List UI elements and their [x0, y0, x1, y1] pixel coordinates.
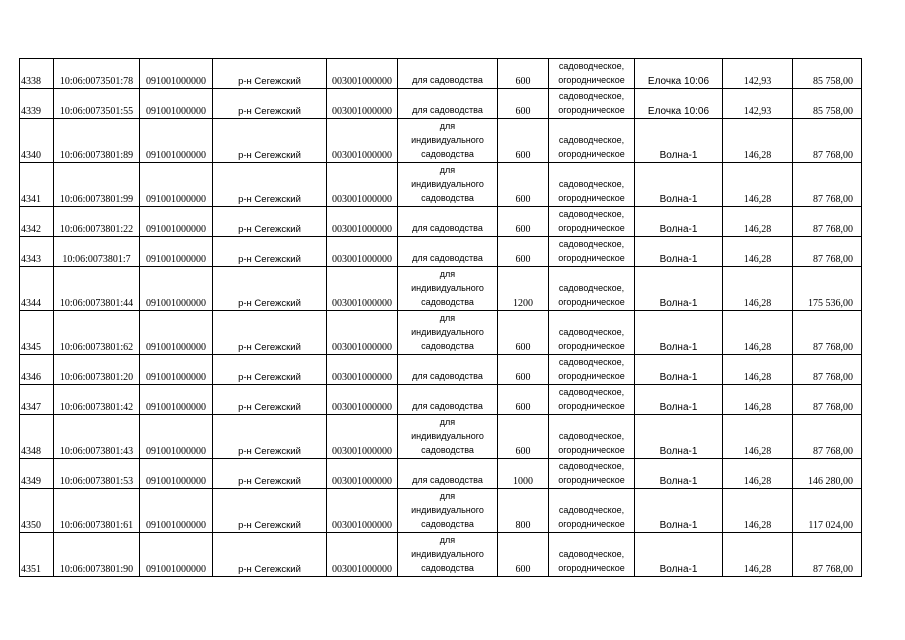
specific-value-cell: 146,28	[723, 355, 793, 385]
district-name-cell: р-н Сегежский	[213, 267, 327, 311]
land-category-cell: садоводческое, огородническое	[549, 163, 635, 207]
plot-area-cell: 800	[498, 489, 549, 533]
okato-code-cell: 091001000000	[140, 489, 213, 533]
permitted-use-cell: для садоводства	[398, 59, 498, 89]
land-category-cell: садоводческое, огородническое	[549, 533, 635, 577]
cadastral-number-cell: 10:06:0073801:43	[54, 415, 140, 459]
plot-area-cell: 600	[498, 355, 549, 385]
district-name-cell: р-н Сегежский	[213, 89, 327, 119]
row-number-cell: 4344	[20, 267, 54, 311]
row-number-cell: 4341	[20, 163, 54, 207]
district-name-cell: р-н Сегежский	[213, 355, 327, 385]
location-name-cell: Елочка 10:06	[635, 59, 723, 89]
table-row	[20, 459, 862, 489]
cadastral-value-cell: 85 758,00	[793, 89, 862, 119]
district-name-cell: р-н Сегежский	[213, 311, 327, 355]
district-name-cell: р-н Сегежский	[213, 459, 327, 489]
classifier-code-cell: 003001000000	[327, 533, 398, 577]
land-category-cell: садоводческое, огородническое	[549, 119, 635, 163]
plot-area-cell: 600	[498, 89, 549, 119]
table-row	[20, 385, 862, 415]
specific-value-cell: 142,93	[723, 59, 793, 89]
location-name-cell: Волна-1	[635, 415, 723, 459]
okato-code-cell: 091001000000	[140, 119, 213, 163]
location-name-cell: Волна-1	[635, 207, 723, 237]
cadastral-number-cell: 10:06:0073801:62	[54, 311, 140, 355]
row-number-cell: 4346	[20, 355, 54, 385]
specific-value-cell: 146,28	[723, 267, 793, 311]
specific-value-cell: 146,28	[723, 207, 793, 237]
okato-code-cell: 091001000000	[140, 163, 213, 207]
okato-code-cell: 091001000000	[140, 207, 213, 237]
okato-code-cell: 091001000000	[140, 385, 213, 415]
location-name-cell: Волна-1	[635, 489, 723, 533]
permitted-use-cell: для индивидуального садоводства	[398, 533, 498, 577]
okato-code-cell: 091001000000	[140, 415, 213, 459]
location-name-cell: Волна-1	[635, 267, 723, 311]
classifier-code-cell: 003001000000	[327, 267, 398, 311]
plot-area-cell: 600	[498, 163, 549, 207]
classifier-code-cell: 003001000000	[327, 355, 398, 385]
permitted-use-cell: для индивидуального садоводства	[398, 119, 498, 163]
location-name-cell: Волна-1	[635, 385, 723, 415]
location-name-cell: Волна-1	[635, 237, 723, 267]
permitted-use-cell: для индивидуального садоводства	[398, 489, 498, 533]
okato-code-cell: 091001000000	[140, 459, 213, 489]
table-row	[20, 267, 862, 311]
row-number-cell: 4348	[20, 415, 54, 459]
location-name-cell: Волна-1	[635, 355, 723, 385]
location-name-cell: Елочка 10:06	[635, 89, 723, 119]
district-name-cell: р-н Сегежский	[213, 533, 327, 577]
land-category-cell: садоводческое, огородническое	[549, 311, 635, 355]
specific-value-cell: 142,93	[723, 89, 793, 119]
table-body	[20, 59, 862, 577]
land-category-cell: садоводческое, огородническое	[549, 59, 635, 89]
row-number-cell: 4338	[20, 59, 54, 89]
district-name-cell: р-н Сегежский	[213, 207, 327, 237]
permitted-use-cell: для индивидуального садоводства	[398, 415, 498, 459]
land-category-cell: садоводческое, огородническое	[549, 489, 635, 533]
location-name-cell: Волна-1	[635, 311, 723, 355]
district-name-cell: р-н Сегежский	[213, 415, 327, 459]
plot-area-cell: 600	[498, 119, 549, 163]
land-category-cell: садоводческое, огородническое	[549, 267, 635, 311]
cadastral-number-cell: 10:06:0073801:53	[54, 459, 140, 489]
plot-area-cell: 600	[498, 237, 549, 267]
cadastral-value-cell: 87 768,00	[793, 207, 862, 237]
classifier-code-cell: 003001000000	[327, 119, 398, 163]
cadastral-value-cell: 175 536,00	[793, 267, 862, 311]
row-number-cell: 4351	[20, 533, 54, 577]
plot-area-cell: 600	[498, 59, 549, 89]
cadastral-value-cell: 87 768,00	[793, 415, 862, 459]
cadastral-value-cell: 87 768,00	[793, 163, 862, 207]
classifier-code-cell: 003001000000	[327, 89, 398, 119]
cadastral-number-cell: 10:06:0073801:7	[54, 237, 140, 267]
row-number-cell: 4350	[20, 489, 54, 533]
cadastral-number-cell: 10:06:0073801:61	[54, 489, 140, 533]
plot-area-cell: 1000	[498, 459, 549, 489]
table-row	[20, 311, 862, 355]
district-name-cell: р-н Сегежский	[213, 163, 327, 207]
plot-area-cell: 1200	[498, 267, 549, 311]
permitted-use-cell: для индивидуального садоводства	[398, 163, 498, 207]
location-name-cell: Волна-1	[635, 533, 723, 577]
classifier-code-cell: 003001000000	[327, 385, 398, 415]
classifier-code-cell: 003001000000	[327, 459, 398, 489]
okato-code-cell: 091001000000	[140, 533, 213, 577]
district-name-cell: р-н Сегежский	[213, 489, 327, 533]
row-number-cell: 4342	[20, 207, 54, 237]
table-row	[20, 207, 862, 237]
specific-value-cell: 146,28	[723, 385, 793, 415]
classifier-code-cell: 003001000000	[327, 207, 398, 237]
okato-code-cell: 091001000000	[140, 59, 213, 89]
okato-code-cell: 091001000000	[140, 311, 213, 355]
okato-code-cell: 091001000000	[140, 237, 213, 267]
cadastral-number-cell: 10:06:0073801:20	[54, 355, 140, 385]
okato-code-cell: 091001000000	[140, 355, 213, 385]
land-category-cell: садоводческое, огородническое	[549, 89, 635, 119]
cadastral-number-cell: 10:06:0073801:89	[54, 119, 140, 163]
table-row	[20, 533, 862, 577]
cadastral-value-cell: 87 768,00	[793, 385, 862, 415]
district-name-cell: р-н Сегежский	[213, 237, 327, 267]
location-name-cell: Волна-1	[635, 119, 723, 163]
permitted-use-cell: для садоводства	[398, 207, 498, 237]
classifier-code-cell: 003001000000	[327, 163, 398, 207]
okato-code-cell: 091001000000	[140, 89, 213, 119]
row-number-cell: 4349	[20, 459, 54, 489]
plot-area-cell: 600	[498, 415, 549, 459]
plot-area-cell: 600	[498, 311, 549, 355]
cadastral-number-cell: 10:06:0073801:99	[54, 163, 140, 207]
permitted-use-cell: для садоводства	[398, 459, 498, 489]
location-name-cell: Волна-1	[635, 163, 723, 207]
permitted-use-cell: для садоводства	[398, 385, 498, 415]
cadastral-number-cell: 10:06:0073501:78	[54, 59, 140, 89]
land-category-cell: садоводческое, огородническое	[549, 355, 635, 385]
cadastral-value-cell: 87 768,00	[793, 119, 862, 163]
classifier-code-cell: 003001000000	[327, 59, 398, 89]
table-row	[20, 355, 862, 385]
classifier-code-cell: 003001000000	[327, 415, 398, 459]
district-name-cell: р-н Сегежский	[213, 385, 327, 415]
cadastral-number-cell: 10:06:0073501:55	[54, 89, 140, 119]
row-number-cell: 4340	[20, 119, 54, 163]
cadastral-number-cell: 10:06:0073801:42	[54, 385, 140, 415]
cadastral-number-cell: 10:06:0073801:22	[54, 207, 140, 237]
specific-value-cell: 146,28	[723, 489, 793, 533]
cadastral-value-cell: 87 768,00	[793, 311, 862, 355]
land-category-cell: садоводческое, огородническое	[549, 459, 635, 489]
row-number-cell: 4343	[20, 237, 54, 267]
cadastral-number-cell: 10:06:0073801:90	[54, 533, 140, 577]
land-category-cell: садоводческое, огородническое	[549, 415, 635, 459]
specific-value-cell: 146,28	[723, 311, 793, 355]
okato-code-cell: 091001000000	[140, 267, 213, 311]
cadastral-value-cell: 87 768,00	[793, 237, 862, 267]
cadastral-number-cell: 10:06:0073801:44	[54, 267, 140, 311]
specific-value-cell: 146,28	[723, 415, 793, 459]
row-number-cell: 4345	[20, 311, 54, 355]
table-row	[20, 237, 862, 267]
table-row	[20, 489, 862, 533]
specific-value-cell: 146,28	[723, 163, 793, 207]
permitted-use-cell: для индивидуального садоводства	[398, 311, 498, 355]
specific-value-cell: 146,28	[723, 237, 793, 267]
cadastral-value-cell: 87 768,00	[793, 533, 862, 577]
table-row	[20, 59, 862, 89]
permitted-use-cell: для садоводства	[398, 89, 498, 119]
cadastral-value-cell: 146 280,00	[793, 459, 862, 489]
district-name-cell: р-н Сегежский	[213, 59, 327, 89]
land-category-cell: садоводческое, огородническое	[549, 207, 635, 237]
plot-area-cell: 600	[498, 533, 549, 577]
classifier-code-cell: 003001000000	[327, 489, 398, 533]
cadastral-value-cell: 85 758,00	[793, 59, 862, 89]
classifier-code-cell: 003001000000	[327, 237, 398, 267]
specific-value-cell: 146,28	[723, 459, 793, 489]
location-name-cell: Волна-1	[635, 459, 723, 489]
classifier-code-cell: 003001000000	[327, 311, 398, 355]
table-row	[20, 119, 862, 163]
specific-value-cell: 146,28	[723, 119, 793, 163]
cadastral-value-cell: 117 024,00	[793, 489, 862, 533]
land-plot-table	[19, 58, 862, 577]
plot-area-cell: 600	[498, 207, 549, 237]
plot-area-cell: 600	[498, 385, 549, 415]
table-row	[20, 415, 862, 459]
table-row	[20, 163, 862, 207]
specific-value-cell: 146,28	[723, 533, 793, 577]
cadastral-value-cell: 87 768,00	[793, 355, 862, 385]
table-row	[20, 89, 862, 119]
row-number-cell: 4347	[20, 385, 54, 415]
permitted-use-cell: для садоводства	[398, 237, 498, 267]
permitted-use-cell: для садоводства	[398, 355, 498, 385]
permitted-use-cell: для индивидуального садоводства	[398, 267, 498, 311]
land-category-cell: садоводческое, огородническое	[549, 385, 635, 415]
row-number-cell: 4339	[20, 89, 54, 119]
land-category-cell: садоводческое, огородническое	[549, 237, 635, 267]
district-name-cell: р-н Сегежский	[213, 119, 327, 163]
